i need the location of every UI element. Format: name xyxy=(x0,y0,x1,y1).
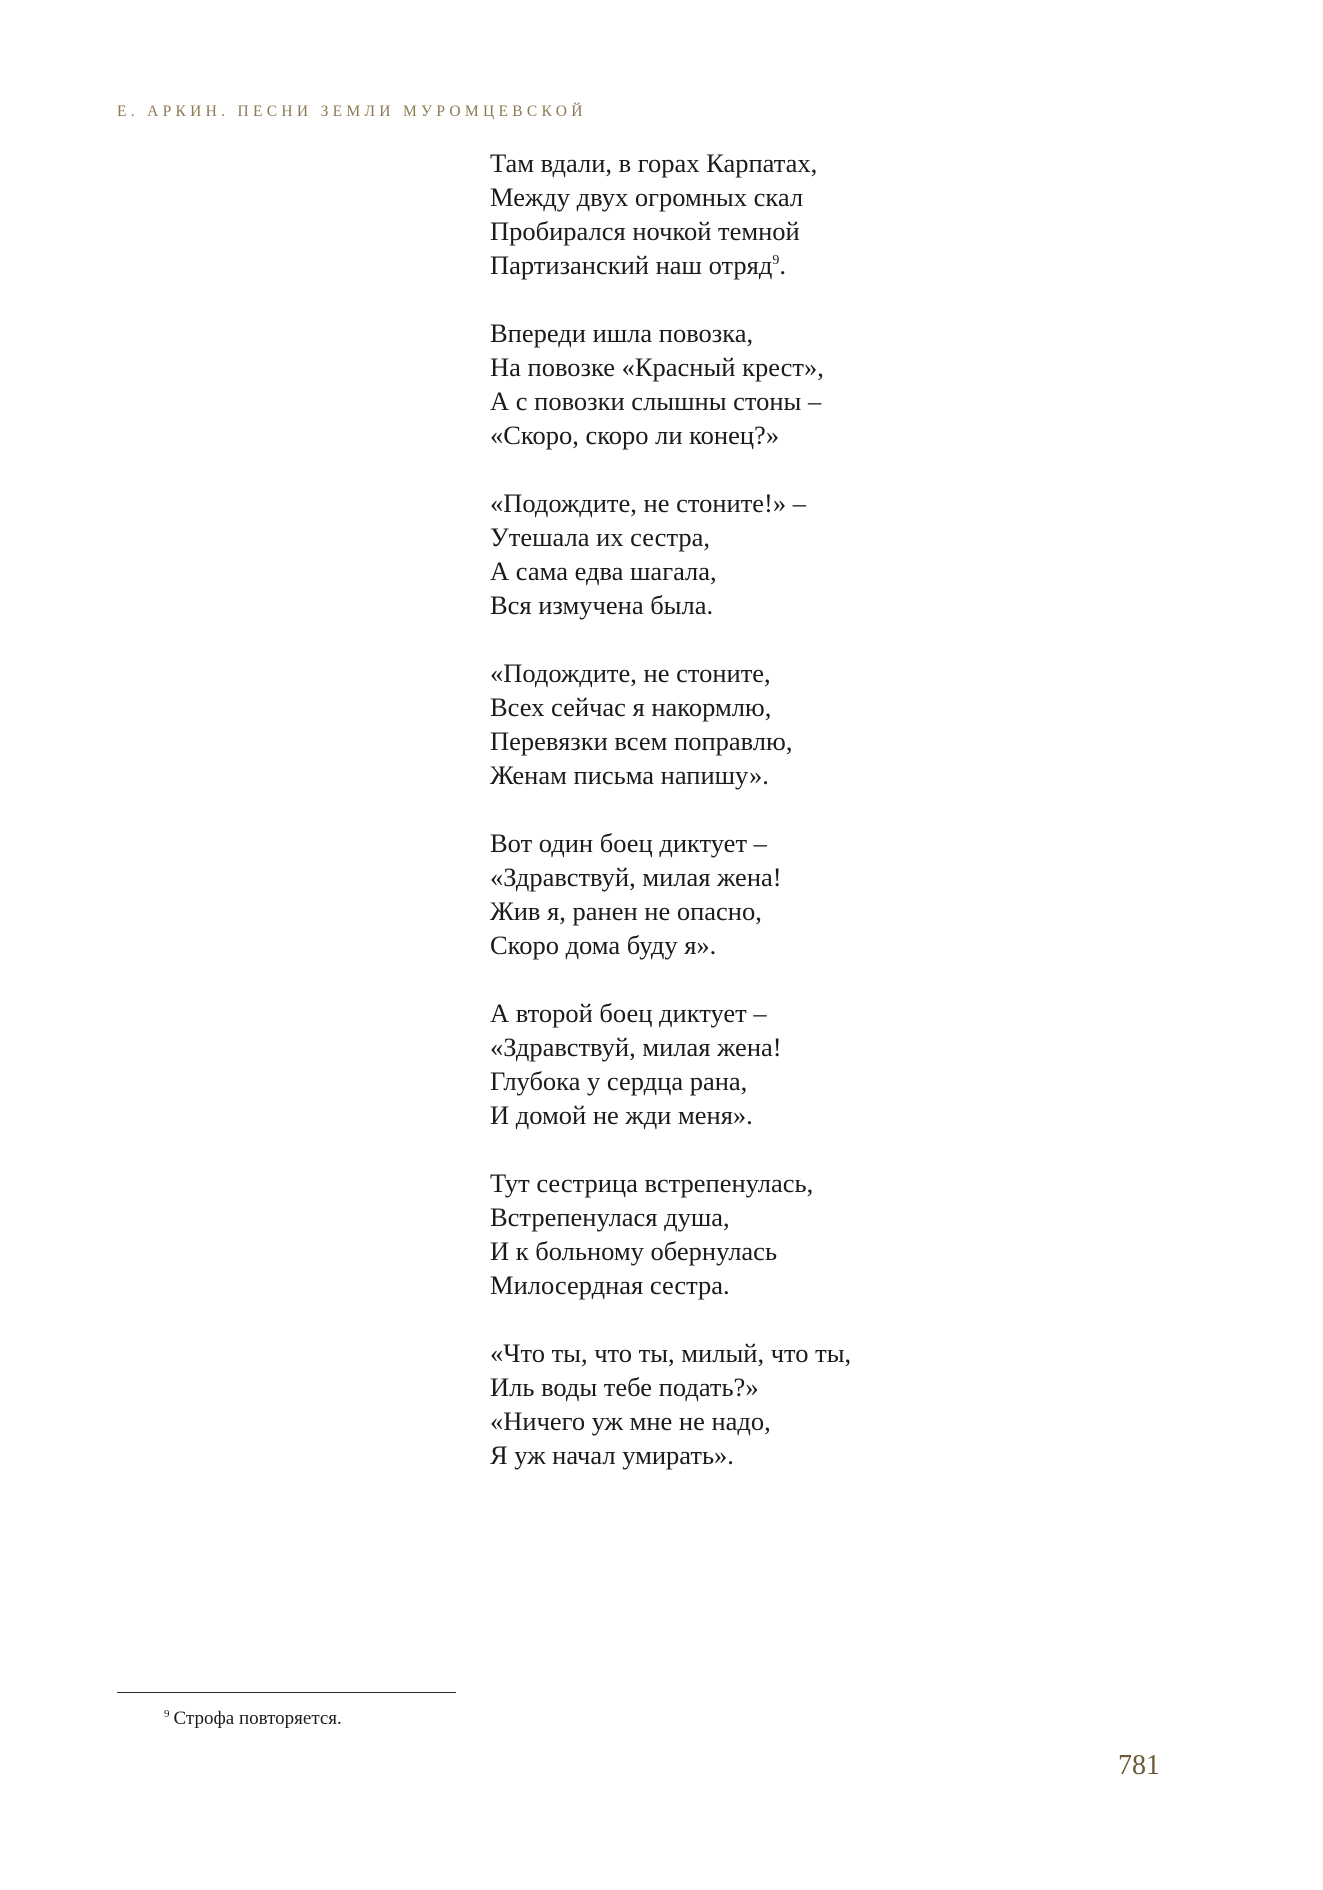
poem-line: Женам письма напишу». xyxy=(490,760,769,790)
footnote-divider xyxy=(117,1692,456,1693)
poem-line: А второй боец диктует – xyxy=(490,998,767,1028)
poem-line: Тут сестрица встрепенулась, xyxy=(490,1168,814,1198)
poem xyxy=(490,146,930,1506)
poem-line: И к больному обернулась xyxy=(490,1236,778,1266)
stanza xyxy=(490,1336,930,1472)
poem-line: «Ничего уж мне не надо, xyxy=(490,1406,771,1436)
poem-line: На повозке «Красный крест», xyxy=(490,352,824,382)
poem-line-with-footnote xyxy=(490,248,930,282)
footnote xyxy=(164,1707,342,1731)
poem-line: И домой не жди меня». xyxy=(490,1100,753,1130)
stanza xyxy=(490,1166,930,1302)
stanza xyxy=(490,996,930,1132)
stanza xyxy=(490,316,930,452)
poem-line: Всех сейчас я накормлю, xyxy=(490,692,772,722)
poem-line: Там вдали, в горах Карпатах, xyxy=(490,148,818,178)
poem-line: «Что ты, что ты, милый, что ты, xyxy=(490,1338,852,1368)
poem-line-suffix: . xyxy=(779,250,786,280)
poem-line: Я уж начал умирать». xyxy=(490,1440,734,1470)
poem-line: А сама едва шагала, xyxy=(490,556,717,586)
poem-line: Перевязки всем поправлю, xyxy=(490,726,793,756)
poem-line: Иль воды тебе подать?» xyxy=(490,1372,759,1402)
poem-line: Встрепенулася душа, xyxy=(490,1202,730,1232)
poem-line: А с повозки слышны стоны – xyxy=(490,386,822,416)
poem-line: Пробирался ночкой темной xyxy=(490,216,800,246)
poem-line: Скоро дома буду я». xyxy=(490,930,717,960)
poem-line: Глубока у сердца рана, xyxy=(490,1066,748,1096)
stanza xyxy=(490,826,930,962)
stanza xyxy=(490,656,930,792)
poem-line: Утешала их сестра, xyxy=(490,522,710,552)
poem-line: Жив я, ранен не опасно, xyxy=(490,896,762,926)
footnote-mark: 9 xyxy=(164,1707,170,1720)
poem-line: «Подождите, не стоните!» – xyxy=(490,488,806,518)
footnote-text: Строфа повторяется. xyxy=(173,1708,342,1729)
page-number: 781 xyxy=(1118,1750,1160,1781)
stanza xyxy=(490,486,930,622)
poem-line: Вся измучена была. xyxy=(490,590,714,620)
stanza xyxy=(490,146,930,282)
poem-line-text: Партизанский наш отряд xyxy=(490,250,773,280)
footnote-reference[interactable]: 9 xyxy=(772,253,780,269)
poem-line: Впереди ишла повозка, xyxy=(490,318,754,348)
poem-line: Вот один боец диктует – xyxy=(490,828,767,858)
poem-line: Милосердная сестра. xyxy=(490,1270,730,1300)
poem-line: «Подождите, не стоните, xyxy=(490,658,771,688)
poem-line: «Здравствуй, милая жена! xyxy=(490,862,782,892)
running-header: Е. АРКИН. ПЕСНИ ЗЕМЛИ МУРОМЦЕВСКОЙ xyxy=(117,103,587,120)
poem-line: «Здравствуй, милая жена! xyxy=(490,1032,782,1062)
poem-line: «Скоро, скоро ли конец?» xyxy=(490,420,780,450)
poem-line: Между двух огромных скал xyxy=(490,182,804,212)
